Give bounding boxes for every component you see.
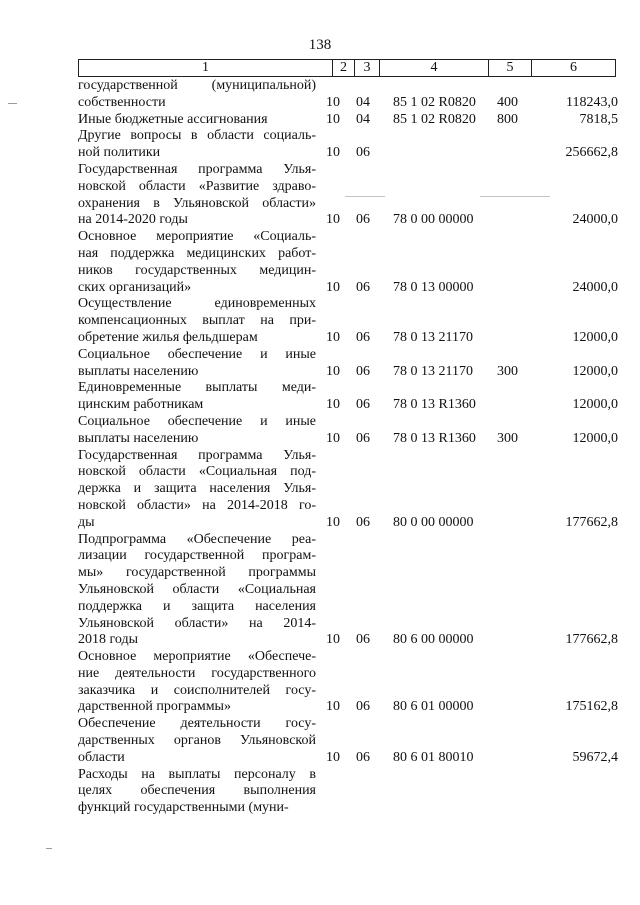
table-row bbox=[78, 229, 618, 296]
description-line: на 2014-2020 годы bbox=[78, 212, 188, 228]
description-line: Подпрограмма «Обеспечение реа- bbox=[78, 531, 316, 547]
description-line: Социальное обеспечение и иные bbox=[78, 346, 316, 362]
row-description bbox=[78, 716, 316, 766]
description-line: Государственная программа Улья- bbox=[78, 161, 316, 177]
description-line: ной политики bbox=[78, 145, 161, 161]
scan-speck bbox=[480, 196, 550, 197]
amount: 177662,8 bbox=[565, 514, 618, 530]
description-line: Основное мероприятие «Социаль- bbox=[78, 229, 316, 245]
description-line: целях обеспечения выполнения bbox=[78, 783, 316, 799]
table-row bbox=[78, 296, 618, 346]
row-description bbox=[78, 128, 316, 162]
description-line: Осуществление единовременных bbox=[78, 296, 316, 312]
scan-speck bbox=[46, 848, 52, 849]
row-description bbox=[78, 448, 316, 532]
description-line: лизации государственной програм- bbox=[78, 548, 316, 564]
description-line: цинским работникам bbox=[78, 397, 204, 413]
table-row bbox=[78, 767, 618, 817]
table-row bbox=[78, 128, 618, 162]
section-code: 10 bbox=[326, 363, 340, 379]
section-code: 10 bbox=[326, 329, 340, 345]
amount: 12000,0 bbox=[572, 329, 618, 345]
table-row bbox=[78, 716, 618, 766]
description-line: поддержка и защита населения bbox=[78, 598, 316, 614]
amount: 59672,4 bbox=[572, 749, 618, 765]
header-col-3: 3 bbox=[363, 60, 371, 75]
amount: 12000,0 bbox=[572, 397, 618, 413]
section-code: 10 bbox=[326, 514, 340, 530]
description-line: Иные бюджетные ассигнования bbox=[78, 111, 268, 127]
description-line: охранения в Ульяновской области» bbox=[78, 195, 316, 211]
scan-speck bbox=[8, 103, 17, 104]
amount: 12000,0 bbox=[572, 363, 618, 379]
description-line: Другие вопросы в области социаль- bbox=[78, 128, 316, 144]
row-description bbox=[78, 347, 316, 381]
expense-type-code: 800 bbox=[497, 111, 518, 127]
row-description bbox=[78, 296, 316, 346]
header-col-5: 5 bbox=[506, 60, 514, 75]
target-article-code: 78 0 13 R1360 bbox=[393, 430, 476, 446]
description-line: новской области «Социальная под- bbox=[78, 464, 316, 480]
target-article-code: 80 0 00 00000 bbox=[393, 514, 474, 530]
scan-speck bbox=[345, 196, 385, 197]
section-code: 10 bbox=[326, 94, 340, 110]
description-line: ских организаций» bbox=[78, 279, 192, 295]
description-line: собственности bbox=[78, 94, 166, 110]
target-article-code: 78 0 13 R1360 bbox=[393, 397, 476, 413]
target-article-code: 78 0 00 00000 bbox=[393, 212, 474, 228]
description-line: Государственная программа Улья- bbox=[78, 447, 316, 463]
description-line: новской области «Развитие здраво- bbox=[78, 178, 316, 194]
description-line: новской области» на 2014-2018 го- bbox=[78, 497, 316, 513]
table-row bbox=[78, 448, 618, 532]
amount: 12000,0 bbox=[572, 430, 618, 446]
description-line: Обеспечение деятельности госу- bbox=[78, 716, 316, 732]
amount: 175162,8 bbox=[565, 699, 618, 715]
header-col-1: 1 bbox=[202, 60, 209, 75]
subsection-code: 04 bbox=[356, 111, 370, 127]
section-code: 10 bbox=[326, 699, 340, 715]
table-row bbox=[78, 380, 618, 414]
description-line: государственной (муниципальной) bbox=[78, 78, 316, 93]
description-line: ды bbox=[78, 514, 95, 530]
section-code: 10 bbox=[326, 279, 340, 295]
row-description bbox=[78, 532, 316, 650]
table-row bbox=[78, 414, 618, 448]
header-col-2: 2 bbox=[340, 60, 347, 75]
row-description bbox=[78, 649, 316, 716]
description-line: компенсационных выплат на при- bbox=[78, 313, 316, 329]
row-description bbox=[78, 380, 316, 414]
table-row bbox=[78, 347, 618, 381]
subsection-code: 06 bbox=[356, 397, 370, 413]
budget-table-body bbox=[78, 78, 618, 817]
description-line: Расходы на выплаты персоналу в bbox=[78, 766, 316, 782]
description-line: ников государственных медицин- bbox=[78, 262, 316, 278]
subsection-code: 06 bbox=[356, 279, 370, 295]
description-line: 2018 годы bbox=[78, 632, 139, 648]
description-line: Ульяновской области» на 2014- bbox=[78, 615, 316, 631]
amount: 24000,0 bbox=[572, 212, 618, 228]
table-row bbox=[78, 532, 618, 650]
description-line: Единовременные выплаты меди- bbox=[78, 380, 316, 396]
target-article-code: 85 1 02 R0820 bbox=[393, 94, 476, 110]
row-description bbox=[78, 767, 316, 817]
header-col-4: 4 bbox=[430, 60, 438, 75]
subsection-code: 06 bbox=[356, 145, 370, 161]
row-description bbox=[78, 112, 316, 129]
subsection-code: 06 bbox=[356, 212, 370, 228]
table-row bbox=[78, 78, 618, 112]
section-code: 10 bbox=[326, 145, 340, 161]
description-line: области bbox=[78, 749, 125, 765]
amount: 7818,5 bbox=[579, 111, 618, 127]
description-line: функций государственными (муни- bbox=[78, 800, 289, 816]
expense-type-code: 300 bbox=[497, 430, 518, 446]
row-description bbox=[78, 78, 316, 112]
section-code: 10 bbox=[326, 632, 340, 648]
row-description bbox=[78, 229, 316, 296]
description-line: ная поддержка медицинских работ- bbox=[78, 245, 316, 261]
amount: 118243,0 bbox=[566, 94, 618, 110]
description-line: дарственной программы» bbox=[78, 699, 231, 715]
row-description bbox=[78, 414, 316, 448]
target-article-code: 80 6 01 80010 bbox=[393, 749, 474, 765]
expense-type-code: 400 bbox=[497, 94, 518, 110]
section-code: 10 bbox=[326, 749, 340, 765]
description-line: мы» государственной программы bbox=[78, 565, 316, 581]
amount: 24000,0 bbox=[572, 279, 618, 295]
table-row bbox=[78, 112, 618, 129]
target-article-code: 78 0 13 21170 bbox=[393, 363, 473, 379]
target-article-code: 78 0 13 00000 bbox=[393, 279, 474, 295]
amount: 177662,8 bbox=[565, 632, 618, 648]
target-article-code: 80 6 01 00000 bbox=[393, 699, 474, 715]
subsection-code: 04 bbox=[356, 94, 370, 110]
table-header bbox=[78, 59, 616, 77]
section-code: 10 bbox=[326, 397, 340, 413]
section-code: 10 bbox=[326, 212, 340, 228]
section-code: 10 bbox=[326, 111, 340, 127]
description-line: заказчика и соисполнителей госу- bbox=[78, 682, 316, 698]
section-code: 10 bbox=[326, 430, 340, 446]
target-article-code: 85 1 02 R0820 bbox=[393, 111, 476, 127]
description-line: Основное мероприятие «Обеспече- bbox=[78, 649, 316, 665]
subsection-code: 06 bbox=[356, 430, 370, 446]
amount: 256662,8 bbox=[565, 145, 618, 161]
description-line: дарственных органов Ульяновской bbox=[78, 733, 316, 749]
page-number: 138 bbox=[308, 37, 332, 53]
subsection-code: 06 bbox=[356, 632, 370, 648]
target-article-code: 78 0 13 21170 bbox=[393, 329, 473, 345]
subsection-code: 06 bbox=[356, 514, 370, 530]
description-line: Ульяновской области «Социальная bbox=[78, 581, 316, 597]
subsection-code: 06 bbox=[356, 749, 370, 765]
subsection-code: 06 bbox=[356, 329, 370, 345]
row-description bbox=[78, 162, 316, 229]
header-col-6: 6 bbox=[570, 60, 577, 75]
description-line: ние деятельности государственного bbox=[78, 665, 316, 681]
description-line: обретение жилья фельдшерам bbox=[78, 329, 258, 345]
description-line: держка и защита населения Улья- bbox=[78, 481, 316, 497]
table-row bbox=[78, 649, 618, 716]
description-line: выплаты населению bbox=[78, 363, 199, 379]
expense-type-code: 300 bbox=[497, 363, 518, 379]
target-article-code: 80 6 00 00000 bbox=[393, 632, 474, 648]
subsection-code: 06 bbox=[356, 363, 370, 379]
description-line: выплаты населению bbox=[78, 430, 199, 446]
description-line: Социальное обеспечение и иные bbox=[78, 413, 316, 429]
subsection-code: 06 bbox=[356, 699, 370, 715]
